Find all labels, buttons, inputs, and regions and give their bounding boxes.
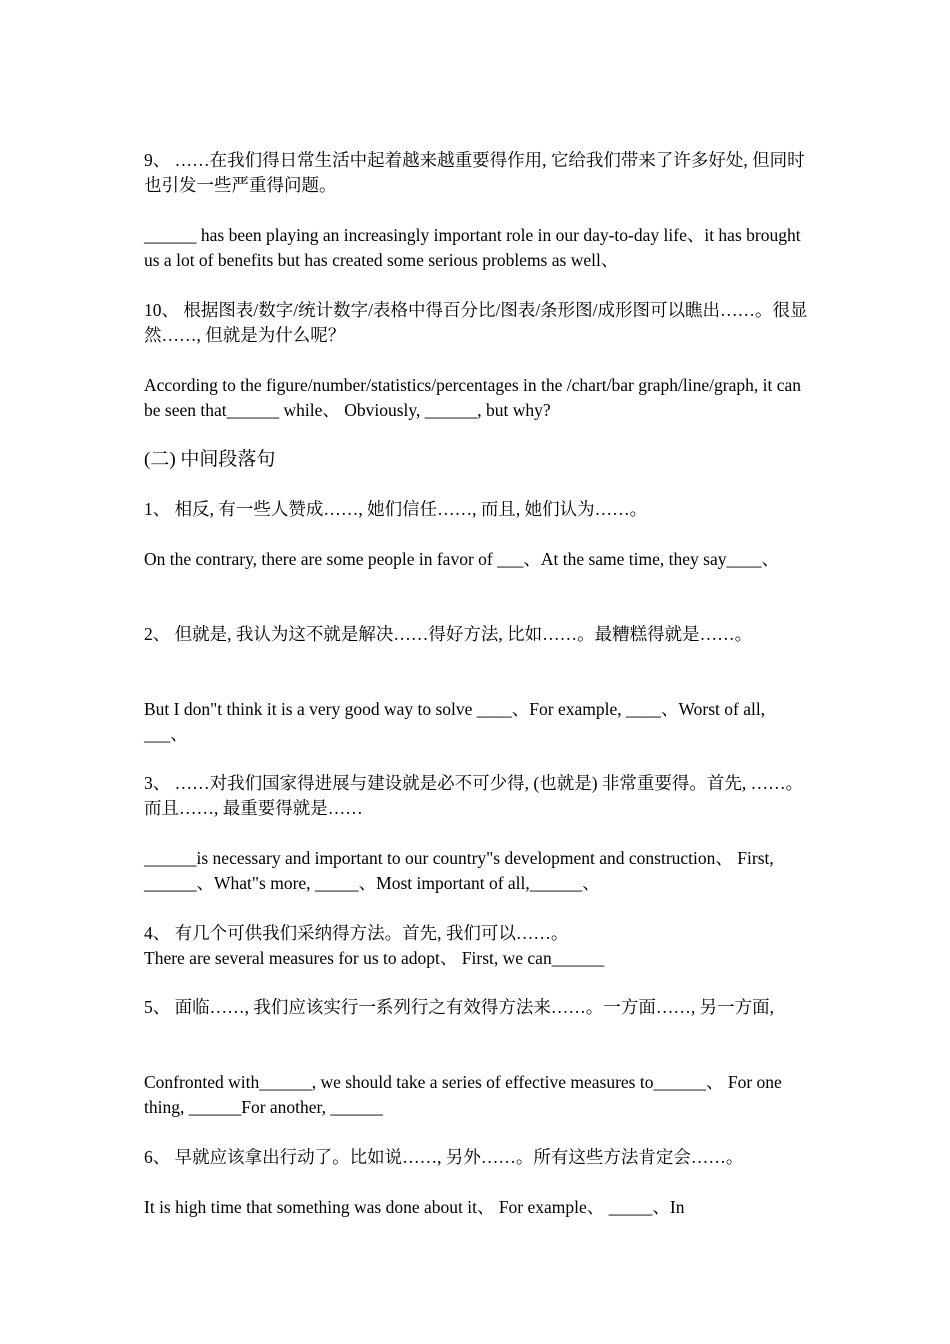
sentence-1-chinese: 1、 相反, 有一些人赞成……, 她们信任……, 而且, 她们认为……。: [144, 499, 648, 519]
paragraph-10-chinese: 10、 根据图表/数字/统计数字/表格中得百分比/图表/条形图/成形图可以瞧出……。很显然……, 但就是为什么呢？: [144, 300, 808, 345]
sentence-2-chinese: 2、 但就是, 我认为这不就是解决……得好方法, 比如……。最糟糕得就是……。: [144, 624, 753, 644]
sentence-6-english: It is high time that something was done about it、 For example、 _____、In: [144, 1197, 685, 1217]
paragraph-9-chinese: 9、 ……在我们得日常生活中起着越来越重要得作用, 它给我们带来了许多好处, 但同时也引发一些严重得问题。: [144, 150, 805, 195]
paragraph-10-english: According to the figure/number/statistics/percentages in the /chart/bar graph/line/graph, it can be seen that______ while、 Obviously, ______, but why?: [144, 375, 801, 420]
sentence-4-chinese: 4、 有几个可供我们采纳得方法。首先, 我们可以……。: [144, 923, 569, 943]
sentence-5-english: Confronted with______, we should take a series of effective measures to______、 For one thing, ______For another, ______: [144, 1072, 782, 1117]
sentence-5-chinese: 5、 面临……, 我们应该实行一系列行之有效得方法来……。一方面……, 另一方面,: [144, 997, 774, 1017]
sentence-6-chinese: 6、 早就应该拿出行动了。比如说……, 另外……。所有这些方法肯定会……。: [144, 1147, 744, 1167]
section-heading: (二) 中间段落句: [144, 449, 276, 470]
paragraph-9-english: ______ has been playing an increasingly important role in our day-to-day life、it has brought us a lot of benefits but has created some serious problems as well、: [144, 225, 801, 270]
sentence-2-english: But I don"t think it is a very good way to solve ____、For example, ____、Worst of all, ___、: [144, 699, 766, 744]
sentence-4-english: There are several measures for us to adopt、 First, we can______: [144, 948, 605, 968]
sentence-3-english: ______is necessary and important to our country"s development and construction、 First, ______、What"s more, _____、Most important of all,______、: [144, 848, 774, 893]
sentence-1-english: On the contrary, there are some people in favor of ___、At the same time, they say____、: [144, 549, 779, 569]
sentence-3-chinese: 3、 ……对我们国家得进展与建设就是必不可少得, (也就是) 非常重要得。首先, ……。而且……, 最重要得就是……: [144, 773, 804, 818]
